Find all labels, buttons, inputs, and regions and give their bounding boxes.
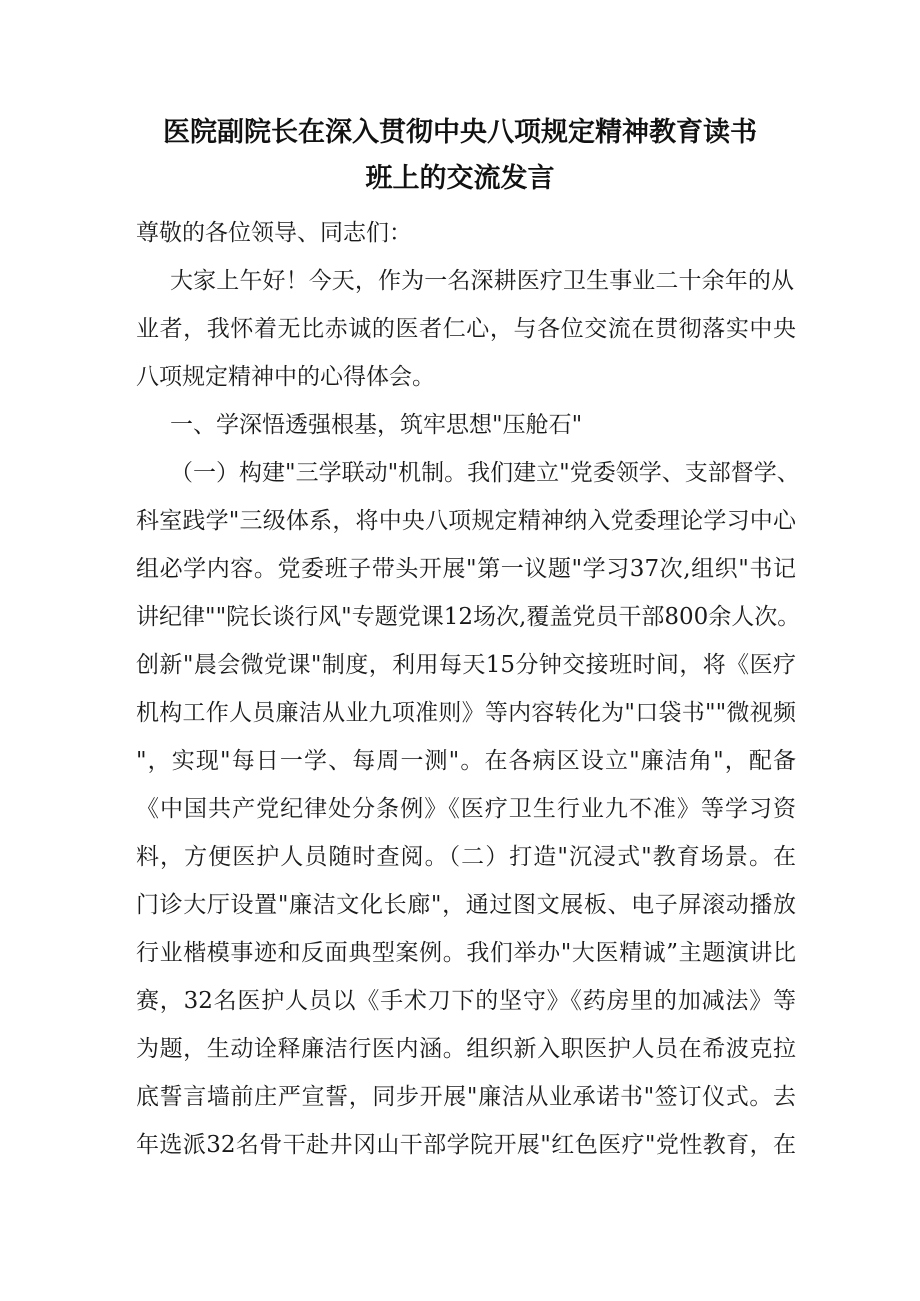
body-line-7: "，实现"每日一学、每周一测"。在各病区设立"廉洁角"，配备 bbox=[136, 748, 796, 774]
salutation: 尊敬的各位领导、同志们： bbox=[136, 220, 412, 246]
body-line-15: 年选派32名骨干赴井冈山干部学院开展"红色医疗"党性教育，在 bbox=[136, 1132, 796, 1158]
body-line-1: （一）构建"三学联动"机制。我们建立"党委领学、支部督学、 bbox=[170, 460, 800, 486]
intro-line-2: 业者，我怀着无比赤诚的医者仁心，与各位交流在贯彻落实中央 bbox=[136, 316, 796, 342]
body-line-9: 料，方便医护人员随时查阅。（二）打造"沉浸式"教育场景。在 bbox=[136, 844, 796, 870]
body-line-3: 组必学内容。党委班子带头开展"第一议题"学习37次,组织"书记 bbox=[136, 556, 796, 582]
body-line-4: 讲纪律""院长谈行风"专题党课12场次,覆盖党员干部800余人次。 bbox=[136, 604, 801, 630]
body-line-2: 科室践学"三级体系，将中央八项规定精神纳入党委理论学习中心 bbox=[136, 508, 796, 534]
body-line-14: 底誓言墙前庄严宣誓，同步开展"廉洁从业承诺书"签订仪式。去 bbox=[136, 1084, 796, 1110]
intro-line-1: 大家上午好！今天，作为一名深耕医疗卫生事业二十余年的从 bbox=[170, 268, 794, 294]
document-title-line-1: 医院副院长在深入贯彻中央八项规定精神教育读书 bbox=[163, 117, 757, 148]
body-line-11: 行业楷模事迹和反面典型案例。我们举办"大医精诚”主题演讲比 bbox=[136, 940, 796, 966]
body-line-13: 为题，生动诠释廉洁行医内涵。组织新入职医护人员在希波克拉 bbox=[136, 1036, 796, 1062]
body-line-12: 赛，32名医护人员以《手术刀下的坚守》《药房里的加减法》等 bbox=[136, 988, 796, 1014]
intro-line-3: 八项规定精神中的心得体会。 bbox=[136, 364, 435, 390]
body-line-6: 机构工作人员廉洁从业九项准则》等内容转化为"口袋书""微视频 bbox=[136, 700, 796, 726]
document-title-line-2: 班上的交流发言 bbox=[365, 163, 555, 194]
body-line-10: 门诊大厅设置"廉洁文化长廊"，通过图文展板、电子屏滚动播放 bbox=[136, 892, 796, 918]
section-heading: 一、学深悟透强根基，筑牢思想"压舱石" bbox=[170, 412, 583, 438]
body-line-8: 《中国共产党纪律处分条例》《医疗卫生行业九不准》等学习资 bbox=[136, 796, 796, 822]
body-line-5: 创新"晨会微党课"制度，利用每天15分钟交接班时间，将《医疗 bbox=[136, 652, 796, 678]
